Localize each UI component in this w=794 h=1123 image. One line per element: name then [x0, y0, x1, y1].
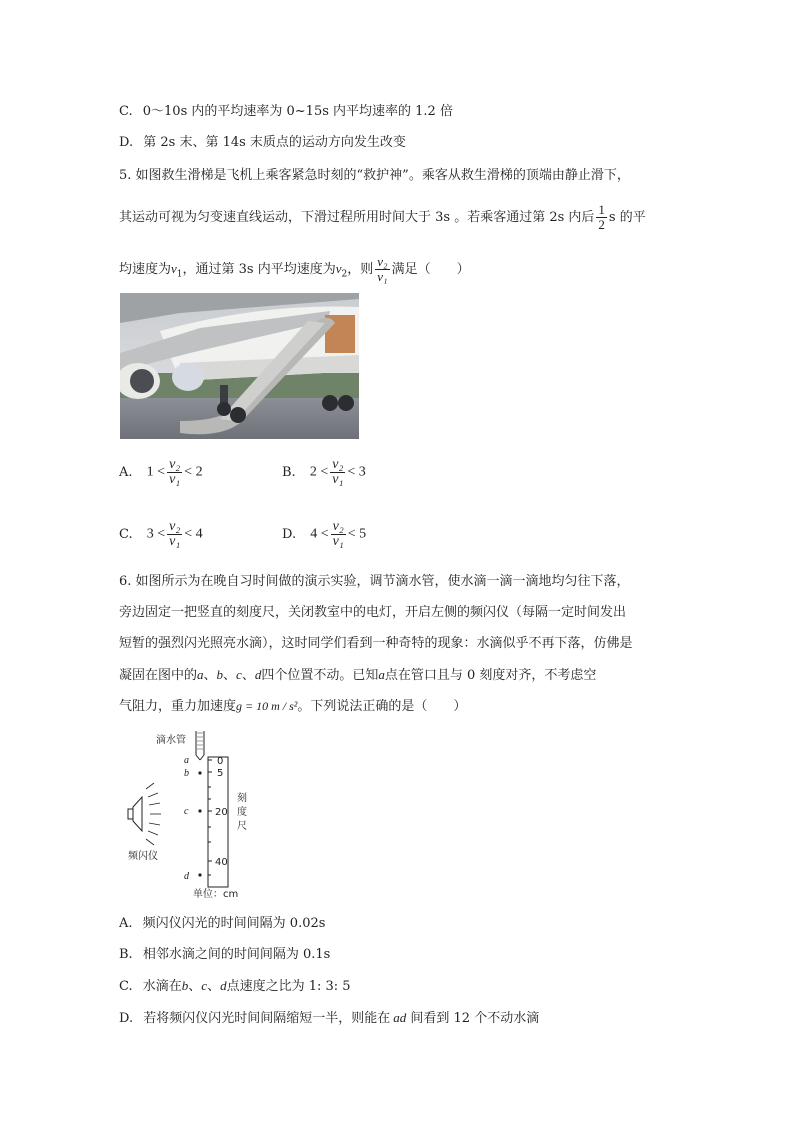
q5-option-c[interactable]: C. 3 < $\frac{\text{v₂}}{\text{v₁}}$ < 4: [119, 519, 203, 549]
ruler-label-1: 刻: [237, 793, 247, 804]
option-letter: A.: [119, 465, 133, 480]
option-c-prev: [119, 102, 453, 122]
drop-b: [198, 771, 201, 774]
subscript: 2: [341, 269, 348, 280]
tick-label: 40: [215, 857, 228, 868]
ad-interval: ad: [393, 1010, 407, 1025]
option-d-prev: [119, 133, 406, 153]
q5-option-b[interactable]: B. 2 < $\frac{\text{v₂}}{\text{v₁}}$ < 3: [282, 457, 366, 487]
q6-option-a[interactable]: [119, 914, 325, 934]
option-text: 水滴在: [142, 979, 182, 994]
option-letter: B.: [119, 947, 133, 962]
half-fraction: $\frac{1}{2}$: [598, 202, 605, 232]
pos-b-label: b: [184, 768, 189, 779]
q5-text: ，通过第 3s 内平均速度为: [182, 262, 336, 277]
tube-label: 滴水管: [156, 735, 186, 746]
tick-label: 20: [215, 807, 228, 818]
escape-slide-photo: [120, 293, 359, 439]
option-letter: D.: [119, 1011, 134, 1026]
device-label: 频闪仪: [128, 851, 158, 862]
strobe-device: [128, 783, 161, 845]
pos-c-label: c: [184, 806, 189, 817]
option-letter: A.: [119, 916, 133, 931]
dripping-diagram: [120, 727, 270, 900]
option-text: 相邻水滴之间的时间间隔为 0.1s: [142, 947, 331, 962]
q6-line-1: 6. 如图所示为在晚自习时间做的演示实验，调节滴水管，使水滴一滴一滴地均匀往下落，: [119, 574, 630, 589]
q6-option-d[interactable]: [119, 1008, 539, 1029]
q5-line-1: 5. 如图救生滑梯是飞机上乘客紧急时刻的“救护神”。乘客从救生滑梯的顶端由静止滑下，: [119, 168, 630, 183]
unit-label: 单位：cm: [193, 889, 239, 900]
option-text: 间看到 12 个不动水滴: [406, 1011, 540, 1026]
q5-line-2: [119, 203, 646, 232]
option-letter: D.: [119, 135, 134, 150]
pos-d-label: d: [184, 871, 189, 882]
option-text: 若将频闪仪闪光时间间隔缩短一半，则能在: [143, 1011, 391, 1026]
q5-line-3: [119, 255, 470, 285]
q5-text: ，则: [347, 262, 374, 277]
q6-line-4: 凝固在图中的a、b、c、d四个位置不动。已知a点在管口且与 0 刻度对齐，不考虑空: [119, 667, 597, 683]
tick-label: 0: [217, 756, 224, 767]
q5-text: 其运动可视为匀变速直线运动，下滑过程所用时间大于 3s 。若乘客通过第 2s 内后: [119, 210, 595, 225]
option-letter: D.: [282, 527, 297, 542]
option-letter: C.: [119, 979, 133, 994]
pos-a-label: a: [184, 755, 189, 766]
tick-label: 5: [217, 768, 224, 779]
option-letter: B.: [282, 465, 296, 480]
option-text: 第 2s 末、第 14s 末质点的运动方向发生改变: [143, 135, 406, 150]
drop-c: [198, 809, 201, 812]
q6-option-c[interactable]: C. 水滴在b、c、d点速度之比为 1: 3: 5: [119, 978, 351, 994]
ruler-label-3: 尺: [237, 821, 247, 832]
q5-text: 均速度为: [119, 262, 172, 277]
q6-line-5: 气阻力，重力加速度g = 10 m / s²。下列说法正确的是（ ）: [119, 699, 467, 714]
option-text: 0～10s 内的平均速率为 0~15s 内平均速率的 1.2 倍: [142, 104, 453, 119]
ruler-label-2: 度: [237, 807, 247, 818]
option-text: 频闪仪闪光的时间间隔为 0.02s: [142, 916, 326, 931]
q6-line-3: 短暂的强烈闪光照亮水滴），这时同学们看到一种奇特的现象：水滴似乎不再下落，仿佛是: [119, 636, 633, 651]
option-letter: C.: [119, 104, 133, 119]
option-text: 点速度之比为 1: 3: 5: [226, 979, 351, 994]
q6-option-b[interactable]: [119, 945, 330, 965]
var-v1: v: [171, 261, 177, 276]
q5-option-d[interactable]: D. 4 < $\frac{\text{v₂}}{\text{v₁}}$ < 5: [282, 519, 367, 549]
q5-text: s 的平: [608, 210, 646, 225]
q5-option-a[interactable]: A. 1 < $\frac{\text{v₂}}{\text{v₁}}$ < 2: [119, 457, 203, 487]
subscript: 1: [176, 269, 183, 280]
drip-tube: [196, 731, 204, 760]
drop-d: [198, 873, 201, 876]
gravity-expression: g = 10 m / s²: [236, 699, 298, 713]
q5-text: 满足（ ）: [391, 262, 470, 277]
var-v2: v: [335, 261, 342, 276]
q6-line-2: 旁边固定一把竖直的刻度尺，关闭教室中的电灯，开启左侧的频闪仪（每隔一定时间发出: [119, 605, 627, 620]
option-letter: C.: [119, 527, 133, 542]
ratio-fraction: $\frac{\text{v₂}}{\text{v₁}}$: [377, 254, 388, 284]
